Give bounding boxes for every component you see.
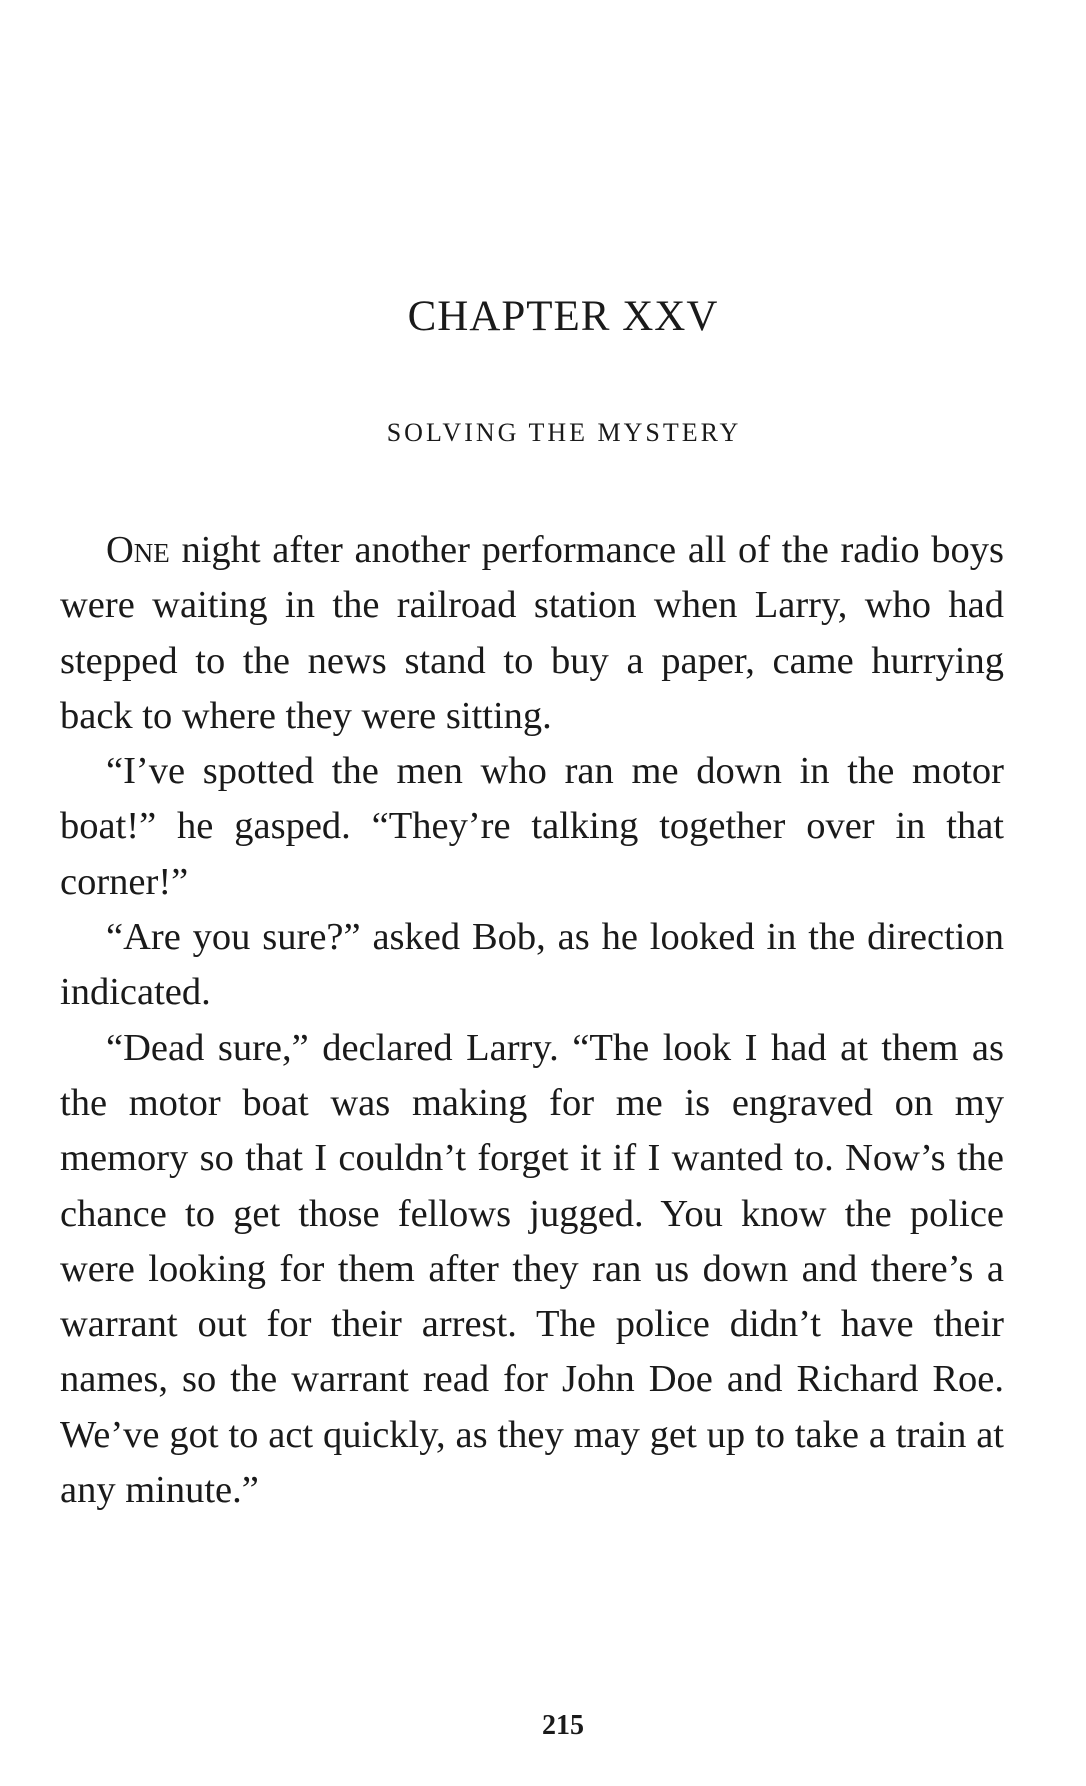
page-number: 215: [542, 1710, 584, 1741]
paragraph: [60, 910, 1004, 1021]
paragraph: [60, 523, 1004, 744]
paragraph: [60, 744, 1004, 910]
paragraph-text: “Dead sure,” declared Larry. “The look I had at them as the motor boat was making for me is engraved on my memory so that I couldn’t forget it if I wanted to. Now’s the chance to get those fellows jugged. You know the police were looking for them after they ran us down and there’s a warrant out for their arrest. The police didn’t have their names, so the warrant read for John Doe and Richard Roe. We’ve got to act quickly, as they may get up to take a train at any minute.”: [60, 1026, 1004, 1512]
chapter-heading: CHAPTER XXV: [407, 293, 719, 340]
chapter-title: SOLVING THE MYSTERY: [386, 418, 742, 447]
paragraph-text: “Are you sure?” asked Bob, as he looked in the direction indicated.: [60, 916, 1004, 1014]
paragraph-text: night after another performance all of the radio boys were waiting in the railroad station when Larry, who had stepped to the news stand to buy a paper, came hurrying back to where they were sitting.: [60, 529, 1004, 737]
paragraph: [60, 1021, 1004, 1519]
lead-word: One: [106, 529, 170, 571]
chapter-body: [60, 523, 1004, 1518]
paragraph-text: “I’ve spotted the men who ran me down in the motor boat!” he gasped. “They’re talking together over in that corner!”: [60, 750, 1004, 903]
